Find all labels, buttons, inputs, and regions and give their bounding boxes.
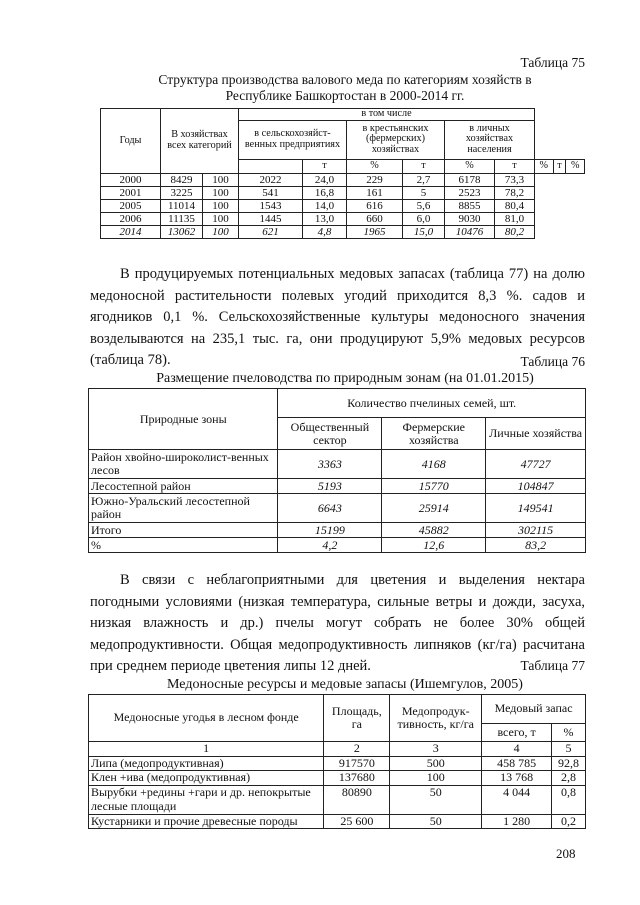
colnum-1: 1	[89, 742, 324, 757]
cell: 1543	[239, 199, 303, 212]
cell: 2,8	[552, 771, 586, 786]
cell: 2001	[101, 186, 161, 199]
cell: 24,0	[303, 173, 347, 186]
cell: 137680	[324, 771, 390, 786]
unit-t: т	[553, 159, 566, 173]
cell-zone: Район хвойно-широколист-венных лесов	[89, 450, 278, 479]
cell: 1 280	[482, 814, 552, 829]
cell: 12,6	[382, 538, 486, 553]
cell: 50	[390, 785, 482, 814]
header-total: всего, т	[482, 724, 552, 742]
table76-label: Таблица 76	[520, 354, 585, 369]
colnum-2: 2	[324, 742, 390, 757]
cell: 5,6	[403, 199, 445, 212]
header-lands: Медоносные угодья в лесном фонде	[89, 695, 324, 742]
cell: 2523	[445, 186, 495, 199]
cell: 4,2	[278, 538, 382, 553]
cell: 100	[203, 186, 239, 199]
cell: 9030	[445, 212, 495, 225]
cell: 6,0	[403, 212, 445, 225]
header-area: Площадь, га	[324, 695, 390, 742]
cell: 2000	[101, 173, 161, 186]
table77-title: Медоносные ресурсы и медовые запасы (Ишемгулов, 2005)	[167, 677, 523, 692]
cell: 149541	[486, 494, 586, 523]
cell: 621	[239, 225, 303, 238]
header-personal: в личных хозяйствах населения	[445, 120, 535, 159]
cell: 100	[390, 771, 482, 786]
cell: 1445	[239, 212, 303, 225]
unit-t: т	[495, 159, 535, 173]
table-row	[89, 538, 586, 553]
table76-title: Размещение пчеловодства по природным зонам (на 01.01.2015)	[156, 371, 534, 386]
header-years: Годы	[101, 109, 161, 174]
colnum-4: 4	[482, 742, 552, 757]
table-row	[89, 771, 586, 786]
table75-title-line2: Республике Башкортостан в 2000-2014 гг.	[225, 88, 465, 103]
cell: 917570	[324, 756, 390, 771]
table76	[88, 388, 586, 553]
cell: 4 044	[482, 785, 552, 814]
table-row	[89, 479, 586, 494]
cell: 11135	[161, 212, 203, 225]
cell: 25 600	[324, 814, 390, 829]
cell: 302115	[486, 523, 586, 538]
paragraph-1-text: В продуцируемых потенциальных медовых запасах (таблица 77) на долю медоносной растительности полевых угодий приходится 8,3 %. садов и ягодников 0,1 %. Сельскохозяйственные культуры медоносного значения возделываются на 235,1 тыс. га, они продуцируют 5,9% медовых ресурсов (таблица 78).	[90, 266, 585, 368]
header-agri: в сельскохозяйст-венных предприятиях	[239, 120, 347, 159]
cell: 660	[347, 212, 403, 225]
cell: 92,8	[552, 756, 586, 771]
unit-pct: %	[347, 159, 403, 173]
cell: 8429	[161, 173, 203, 186]
table-row	[101, 173, 585, 186]
cell: 3363	[278, 450, 382, 479]
header-personal: Личные хозяйства	[486, 418, 586, 450]
cell: 73,3	[495, 173, 535, 186]
cell-zone: Лесостепной район	[89, 479, 278, 494]
cell: 13,0	[303, 212, 347, 225]
cell-zone: Итого	[89, 523, 278, 538]
unit-pct: %	[445, 159, 495, 173]
paragraph-2-text: В связи с неблагоприятными для цветения и выделения нектара погодными условиями (низкая температура, сильные ветры и дожди, засуха, низкая влажность и др.) пчелы могут собрать не более 30% общей медопродуктивности. Общая медопродуктивность липняков (кг/га) расчитана при среднем периоде цветения липы 12 дней.	[90, 572, 585, 674]
cell: 47727	[486, 450, 586, 479]
header-farm: в крестьянских (фермерских) хозяйствах	[347, 120, 445, 159]
cell: 50	[390, 814, 482, 829]
cell: 1965	[347, 225, 403, 238]
cell: 14,0	[303, 199, 347, 212]
page-number: 208	[556, 846, 576, 861]
cell: 45882	[382, 523, 486, 538]
cell: 13 768	[482, 771, 552, 786]
cell: 15199	[278, 523, 382, 538]
table-row	[101, 225, 585, 238]
table-row	[89, 756, 586, 771]
header-count: Количество пчелиных семей, шт.	[278, 389, 586, 418]
cell-name: Вырубки +редины +гари и др. непокрытые лесные площади	[89, 785, 324, 814]
cell: 80,2	[495, 225, 535, 238]
cell-zone: Южно-Уральский лесостепной район	[89, 494, 278, 523]
unit-pct: %	[535, 159, 554, 173]
header-zones: Природные зоны	[89, 389, 278, 450]
cell: 83,2	[486, 538, 586, 553]
table-row	[101, 186, 585, 199]
header-productivity: Медопродук-тивность, кг/га	[390, 695, 482, 742]
cell: 4,8	[303, 225, 347, 238]
cell-name: Кустарники и прочие древесные породы	[89, 814, 324, 829]
cell: 500	[390, 756, 482, 771]
cell: 104847	[486, 479, 586, 494]
table-row	[89, 523, 586, 538]
cell: 6643	[278, 494, 382, 523]
table75	[100, 108, 585, 239]
cell: 0,2	[552, 814, 586, 829]
unit-t: т	[403, 159, 445, 173]
header-stock: Медовый запас	[482, 695, 586, 724]
cell: 13062	[161, 225, 203, 238]
cell: 5193	[278, 479, 382, 494]
cell: 80890	[324, 785, 390, 814]
table-row	[89, 814, 586, 829]
header-including: в том числе	[239, 109, 535, 121]
cell: 100	[203, 225, 239, 238]
cell: 11014	[161, 199, 203, 212]
cell: 541	[239, 186, 303, 199]
cell: 5	[403, 186, 445, 199]
cell: 458 785	[482, 756, 552, 771]
cell: 15770	[382, 479, 486, 494]
table-row	[101, 199, 585, 212]
table77	[88, 694, 586, 829]
table-row	[89, 494, 586, 523]
cell: 81,0	[495, 212, 535, 225]
cell: 78,2	[495, 186, 535, 199]
table-row	[89, 785, 586, 814]
cell: 16,8	[303, 186, 347, 199]
cell: 2005	[101, 199, 161, 212]
colnum-5: 5	[552, 742, 586, 757]
cell: 10476	[445, 225, 495, 238]
cell: 616	[347, 199, 403, 212]
cell: 2006	[101, 212, 161, 225]
cell: 4168	[382, 450, 486, 479]
header-all-categories: В хозяйствах всех категорий	[161, 109, 239, 174]
cell: 6178	[445, 173, 495, 186]
cell: 229	[347, 173, 403, 186]
header-pct: %	[552, 724, 586, 742]
cell: 2,7	[403, 173, 445, 186]
cell: 3225	[161, 186, 203, 199]
table75-title	[100, 72, 590, 104]
cell-zone: %	[89, 538, 278, 553]
unit-t: т	[303, 159, 347, 173]
table-row	[101, 212, 585, 225]
cell: 8855	[445, 199, 495, 212]
cell: 2014	[101, 225, 161, 238]
cell: 100	[203, 212, 239, 225]
header-farm: Фермерские хозяйства	[382, 418, 486, 450]
cell: 100	[203, 199, 239, 212]
table77-label: Таблица 77	[520, 658, 585, 673]
cell: 100	[203, 173, 239, 186]
cell: 25914	[382, 494, 486, 523]
cell: 0,8	[552, 785, 586, 814]
unit-pct: %	[566, 159, 585, 173]
header-public: Общественный сектор	[278, 418, 382, 450]
table-row	[89, 450, 586, 479]
cell: 80,4	[495, 199, 535, 212]
cell: 161	[347, 186, 403, 199]
cell-name: Клен +ива (медопродуктивная)	[89, 771, 324, 786]
table75-label: Таблица 75	[520, 55, 585, 70]
cell: 15,0	[403, 225, 445, 238]
cell-name: Липа (медопродуктивная)	[89, 756, 324, 771]
cell: 2022	[239, 173, 303, 186]
colnum-3: 3	[390, 742, 482, 757]
table75-title-line1: Структура производства валового меда по категориям хозяйств в	[158, 72, 532, 87]
